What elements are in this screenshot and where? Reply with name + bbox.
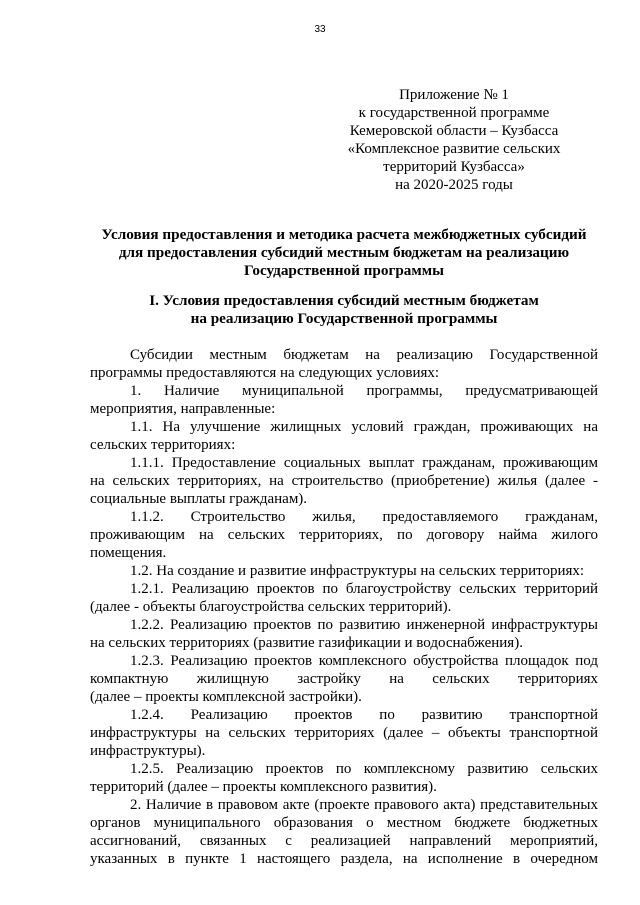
appendix-line: Кемеровской области – Кузбасса bbox=[349, 123, 559, 139]
appendix-line: Приложение № 1 bbox=[399, 87, 509, 103]
text-line: указанных в пункте 1 настоящего раздела, на исполнение в очередном bbox=[90, 851, 598, 867]
text-line: инфраструктуры). bbox=[90, 743, 206, 759]
text-line: компактную жилищную застройку на сельских территориях bbox=[90, 671, 598, 687]
text-line: 1.2. На создание и развитие инфраструктуры на сельских территориях: bbox=[130, 563, 585, 579]
text-line: помещения. bbox=[90, 545, 167, 561]
appendix-line: территорий Кузбасса» bbox=[383, 159, 525, 175]
text-line: на сельских территориях (развитие газификации и водоснабжения). bbox=[90, 635, 523, 651]
section-heading bbox=[90, 292, 598, 328]
appendix-line: к государственной программе bbox=[358, 105, 550, 121]
appendix-line: «Комплексное развитие сельских bbox=[347, 141, 561, 157]
appendix-line: на 2020-2025 годы bbox=[395, 177, 513, 193]
title-line: Условия предоставления и методика расчета межбюджетных субсидий bbox=[101, 226, 587, 243]
text-line: 1.2.1. Реализацию проектов по благоустройству сельских территорий bbox=[130, 581, 598, 597]
page-number: 33 bbox=[314, 24, 326, 35]
text-line: (далее – проекты комплексной застройки). bbox=[90, 689, 362, 705]
text-line: 1.2.3. Реализацию проектов комплексного обустройства площадок под bbox=[130, 653, 598, 669]
text-line: социальные выплаты гражданам). bbox=[90, 491, 308, 507]
text-line: 1.2.2. Реализацию проектов по развитию инженерной инфраструктуры bbox=[130, 617, 598, 633]
body-text bbox=[90, 346, 598, 868]
text-line: сельских территориях: bbox=[90, 437, 236, 453]
text-line: 1.1. На улучшение жилищных условий граждан, проживающих на bbox=[130, 419, 598, 435]
text-line: 1.1.1. Предоставление социальных выплат гражданам, проживающим bbox=[130, 455, 598, 471]
document-title bbox=[90, 226, 598, 280]
section-heading-line: на реализацию Государственной программы bbox=[190, 310, 498, 327]
text-line: 1. Наличие муниципальной программы, предусматривающей bbox=[130, 383, 598, 399]
text-line: мероприятия, направленные: bbox=[90, 401, 276, 417]
text-line: на сельских территориях, на строительство (приобретение) жилья (далее - bbox=[90, 473, 598, 489]
text-line: программы предоставляются на следующих условиях: bbox=[90, 365, 440, 381]
appendix-block bbox=[320, 86, 588, 194]
text-line: (далее - объекты благоустройства сельских территорий). bbox=[90, 599, 452, 615]
text-line: ассигнований, связанных с реализацией направлений мероприятий, bbox=[90, 833, 598, 849]
text-line: инфраструктуры на сельских территориях (далее – объекты транспортной bbox=[90, 725, 598, 741]
text-line: Субсидии местным бюджетам на реализацию Государственной bbox=[130, 347, 598, 363]
text-line: проживающим на сельских территориях, по договору найма жилого bbox=[90, 527, 598, 543]
title-line: Государственной программы bbox=[244, 262, 444, 279]
text-line: 1.1.2. Строительство жилья, предоставляемого гражданам, bbox=[130, 509, 598, 525]
title-line: для предоставления субсидий местным бюджетам на реализацию bbox=[118, 244, 570, 261]
text-line: органов муниципального образования о местном бюджете бюджетных bbox=[90, 815, 598, 831]
section-heading-line: I. Условия предоставления субсидий местным бюджетам bbox=[149, 292, 539, 309]
text-line: территорий (далее – проекты комплексного развития). bbox=[90, 779, 437, 795]
text-line: 1.2.5. Реализацию проектов по комплексному развитию сельских bbox=[130, 761, 598, 777]
text-line: 1.2.4. Реализацию проектов по развитию транспортной bbox=[130, 707, 598, 723]
text-line: 2. Наличие в правовом акте (проекте правового акта) представительных bbox=[130, 797, 598, 813]
